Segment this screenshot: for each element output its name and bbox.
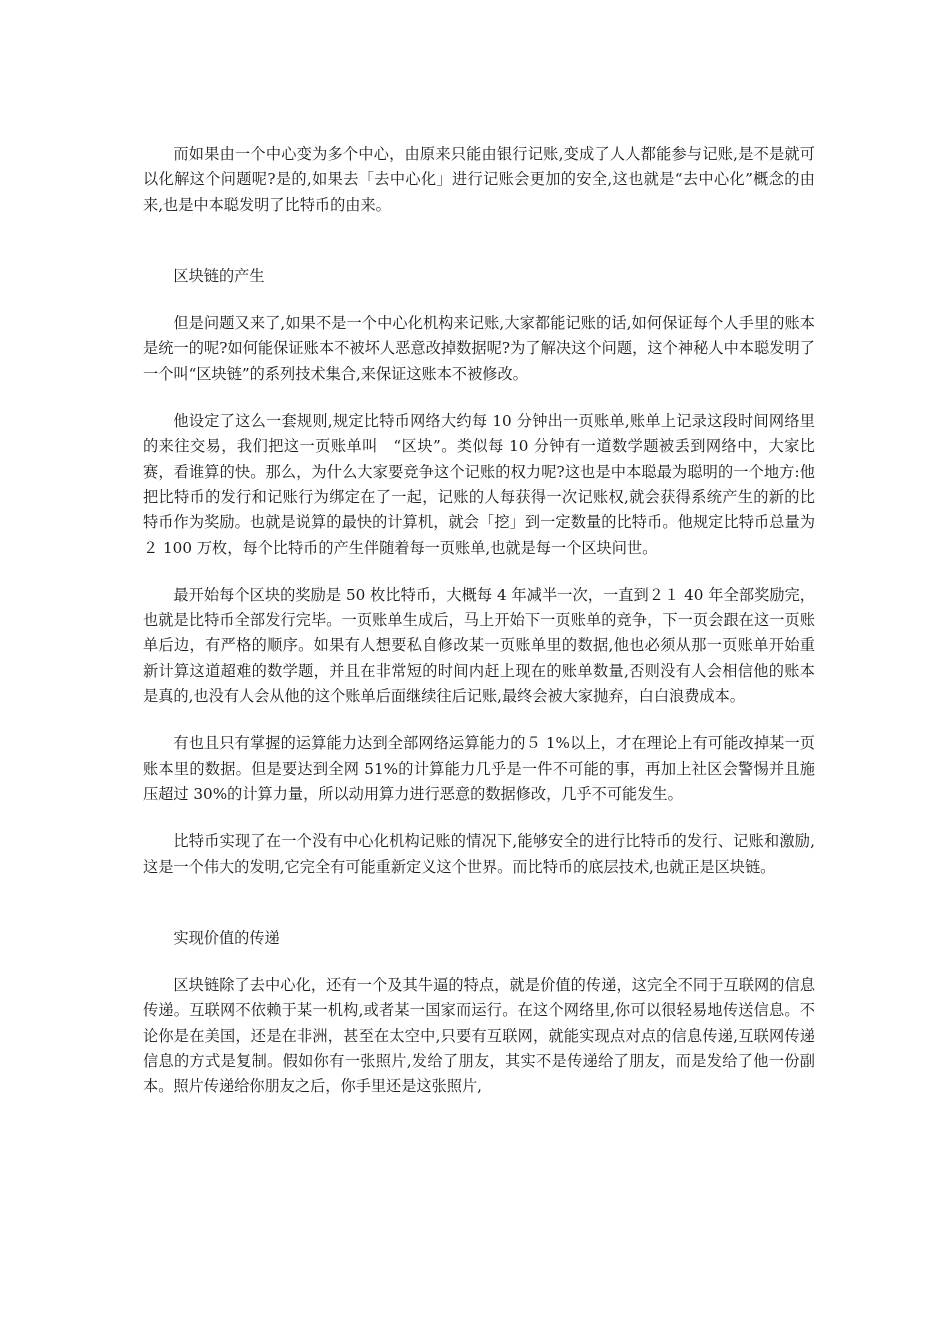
paragraph-spacer xyxy=(143,561,815,583)
paragraph-value-transfer: 区块链除了去中心化，还有一个及其牛逼的特点，就是价值的传递，这完全不同于互联网的信息传递。互联网不依赖于某一机构,或者某一国家而运行。在这个网络里,你可以很轻易地传送信息。不论你是在美国，还是在非洲，甚至在太空中,只要有互联网，就能实现点对点的信息传递,互联网传递信息的方式是复制。假如你有一张照片,发给了朋友，其实不是传递给了朋友，而是发给了他一份副本。照片传递给你朋友之后，你手里还是这张照片, xyxy=(143,976,815,1096)
paragraph-spacer xyxy=(143,289,815,311)
paragraph-mining-rules: 他设定了这么一套规则,规定比特币网络大约每 10 分钟出一页账单,账单上记录这段时间网络里的来往交易，我们把这一页账单叫 “区块”。类似每 10 分钟有一道数学题被丢到网络中，大家比赛，看谁算的快。那么，为什么大家要竞争这个记账的权力呢?这也是中本聪最为聪明的一个地方:他把比特币的发行和记账行为绑定在了一起，记账的人每获得一次记账权,就会获得系统产生的新的比特币作为奖励。也就是说算的最快的计算机，就会「挖」到一定数量的比特币。他规定比特币总量为２ 100 万枚，每个比特币的产生伴随着每一页账单,也就是每一个区块问世。 xyxy=(143,412,815,557)
document-page xyxy=(143,142,815,1100)
paragraph-spacer xyxy=(143,807,815,829)
paragraph-spacer xyxy=(143,387,815,409)
paragraph-51-percent: 有也且只有掌握的运算能力达到全部网络运算能力的５ 1%以上，才在理论上有可能改掉某一页账本里的数据。但是要达到全网 51%的计算能力几乎是一件不可能的事，再加上社区会警惕并且施压超过 30%的计算力量，所以动用算力进行恶意的数据修改，几乎不可能发生。 xyxy=(143,734,815,803)
paragraph-bitcoin-summary: 比特币实现了在一个没有中心化机构记账的情况下,能够安全的进行比特币的发行、记账和激励,这是一个伟大的发明,它完全有可能重新定义这个世界。而比特币的底层技术,也就正是区块链。 xyxy=(143,832,815,876)
paragraph-ledger-problem: 但是问题又来了,如果不是一个中心化机构来记账,大家都能记账的话,如何保证每个人手里的账本是统一的呢?如何能保证账本不被坏人恶意改掉数据呢?为了解决这个问题，这个神秘人中本聪发明了一个叫“区块链”的系列技术集合,来保证这账本不被修改。 xyxy=(143,314,815,383)
heading-value-transfer: 实现价值的传递 xyxy=(173,928,280,947)
section-spacer xyxy=(143,880,815,926)
heading-blockchain-origin: 区块链的产生 xyxy=(173,266,265,285)
paragraph-decentralization-intro: 而如果由一个中心变为多个中心，由原来只能由银行记账,变成了人人都能参与记账,是不是就可以化解这个问题呢?是的,如果去「去中心化」进行记账会更加的安全,这也就是“去中心化”概念的由来,也是中本聪发明了比特币的由来。 xyxy=(143,145,815,214)
paragraph-block-reward: 最开始每个区块的奖励是 50 枚比特币，大概每 4 年减半一次，一直到２１ 40 年全部奖励完，也就是比特币全部发行完毕。一页账单生成后，马上开始下一页账单的竞争，下一页会跟在这一页账单后边，有严格的顺序。如果有人想要私自修改某一页账单里的数据,他也必须从那一页账单开始重新计算这道超难的数学题，并且在非常短的时间内赶上现在的账单数量,否则没有人会相信他的账本是真的,也没有人会从他的这个账单后面继续往后记账,最终会被大家抛弃，白白浪费成本。 xyxy=(143,585,815,706)
paragraph-spacer xyxy=(143,951,815,973)
paragraph-spacer xyxy=(143,709,815,731)
section-spacer xyxy=(143,218,815,264)
